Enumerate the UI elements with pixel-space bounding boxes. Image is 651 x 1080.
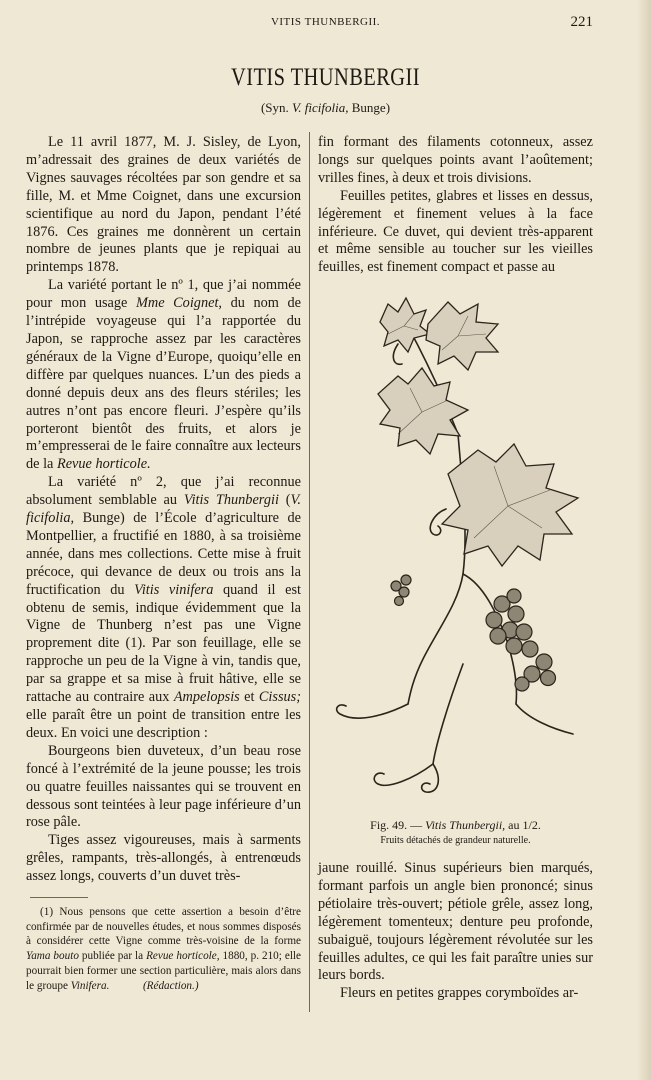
caption-scale: au 1/2. [505,818,541,832]
italic-group: Vinifera. [70,979,110,992]
text-run: (1) Nous pensons que cette assertion a besoin d’être confirmée par de nouvelles études, et nous sommes disposés à considérer cette Vigne comme très-voisine de la forme [26,906,301,948]
page-number: 221 [570,14,593,30]
grape-berry [486,612,502,628]
figure-caption [318,818,593,848]
footnote-signature: (Rédaction.) [142,979,199,992]
grape-berry [401,575,411,585]
italic-name: Vitis vinifera [134,581,214,598]
lower-branch [433,664,463,764]
italic-name: Vitis Thunbergii [183,492,279,509]
right-column-bottom [318,860,593,1003]
column-rule [309,132,310,1012]
text-run: quand il est obtenu de semis, indique évidemment que la Vigne de Thunberg n’est pas une Vigne proprement dite (1). Par son feuillage, elle se rapproche un peu de la Vigne à vin, tandis que, par sa grappe et sa mise à fruit hâtive, elle se rattache au contraire aux [26,581,301,706]
figure-vitis-illustration [318,284,593,814]
synonym-author: Bunge) [348,100,391,115]
italic-name: Yama bouto [26,950,79,963]
tendril [393,344,402,364]
page-edge-shadow [637,0,651,1080]
synonym-open: (Syn. [260,100,293,115]
text-run: publiée par la [78,950,147,963]
article-title: VITIS THUNBERGII [231,64,420,91]
paragraph-variety-1 [26,277,301,474]
italic-name: Mme Coignet, [135,295,222,312]
left-column [26,134,301,886]
tendril [374,764,433,785]
caption-subline: Fruits détachés de grandeur naturelle. [380,835,531,846]
text-run: ( [278,492,291,509]
grape-berry [536,654,552,670]
text-run: du nom de l’intrépide voyageuse qui l’a rapportée du Japon, se rapproche assez par les caractères généraux de la Vigne d’Europe, quoiqu’elle en diffère par quelques nuances. L’un des pieds a donné depuis deux ans des fleurs stériles; les autres n’ont pas encore fleuri. J’espère qu’ils porteront bientôt des fruits, et alors je m’empresserai de le faire connaître aux lecteurs de la [26,295,301,473]
italic-name: Ampelopsis [173,689,240,706]
tendril [337,704,408,718]
text-run: et [239,689,259,706]
italic-journal: Revue horticole. [56,456,151,473]
text-run: elle paraît être un point de transition entre les deux. En voici une description : [26,707,301,741]
grapevine-engraving [318,284,593,814]
footnote-rule [30,897,88,898]
caption-lead: Fig. 49. — [370,818,426,832]
grape-berry [507,589,521,603]
paragraph-flowers: Fleurs en petites grappes corymboïdes ar- [340,985,579,1002]
text-run: Bunge) de l’École d’agriculture de Montpellier, a fructifié en 1880, à sa troisième année, dans mes collections. Cette mise à fruit précoce, qui devance de deux ou trois ans la fructification du [26,510,301,598]
grape-berry [541,671,556,686]
leaf-middle [378,368,468,454]
italic-name: V. ficifolia, [26,492,301,527]
footnote [26,905,301,993]
paragraph-leaves-cont: jaune rouillé. Sinus supérieurs bien marqués, formant parfois un angle bien prononcé; sinus pétiolaire très-ouvert; pétiole grêle, assez long, légèrement tomenteux; denture peu profonde, subaiguë, toujours légèrement révolutée sur les feuilles adultes, ce qui les fait paraître unies sur leurs bords. [318,860,593,984]
grape-berry [516,624,532,640]
article-synonym [0,100,651,116]
grape-berry [490,628,506,644]
caption-line [318,818,593,833]
paragraph-leaves: Feuilles petites, glabres et lisses en dessus, légèrement et finement velues à la face inférieure. Ce duvet, qui devient très-apparent et même sensible au toucher sur les vieilles feuilles, est finement compact et passe au [318,187,593,276]
italic-name: Cissus; [258,689,301,706]
text-run: 1880, p. 210; elle pourrait bien former une section particulière, mais alors dans le groupe [26,950,301,992]
grape-berry [395,597,404,606]
lower-vine [516,704,573,734]
right-column-top [318,134,593,277]
paragraph-stems: Tiges assez vigoureuses, mais à sarments grêles, rampants, très-allongés, à entrenœuds assez longs, couverts d’un duvet très- [26,832,301,885]
italic-journal: Revue horticole, [146,950,220,963]
caption-name: Vitis Thunbergii, [425,818,506,832]
grape-berry [508,606,524,622]
tendril [422,764,439,792]
paragraph-buds: Bourgeons bien duveteux, d’un beau rose foncé à l’extrémité de la jeune pousse; les trois ou quatre feuilles naissantes qui se trouvent en dessous sont teintées à leur page inférieure d’un rose pâle. [26,742,301,831]
grape-berry [506,638,522,654]
paragraph-variety-2 [26,474,301,743]
footnote-text [26,905,301,993]
grape-berry [522,641,538,657]
text-run: La variété portant le nº 1, que j’ai nommée pour mon usage [26,277,301,312]
grape-berry [399,587,409,597]
synonym-name: V. ficifolia, [292,100,349,115]
grape-berry [515,677,529,691]
paragraph-intro: Le 11 avril 1877, M. J. Sisley, de Lyon, m’adressait des graines de deux variétés de Vignes sauvages récoltées par son gendre et sa fille, M. et Mme Coignet, dans une excursion scientifique au nord du Japon, pendant l’été 1876. Ces graines me donnèrent un certain nombre de jeunes plants que je repiquai au printemps 1878. [26,134,301,276]
text-run: La variété nº 2, que j’ai reconnue absolument semblable au [26,474,301,509]
paragraph-stems-cont: fin formant des filaments cotonneux, assez longs sur quelques points avant l’aoûtement; vrilles fines, à deux et trois divisions. [318,134,593,186]
running-head: VITIS THUNBERGII. [270,16,381,28]
